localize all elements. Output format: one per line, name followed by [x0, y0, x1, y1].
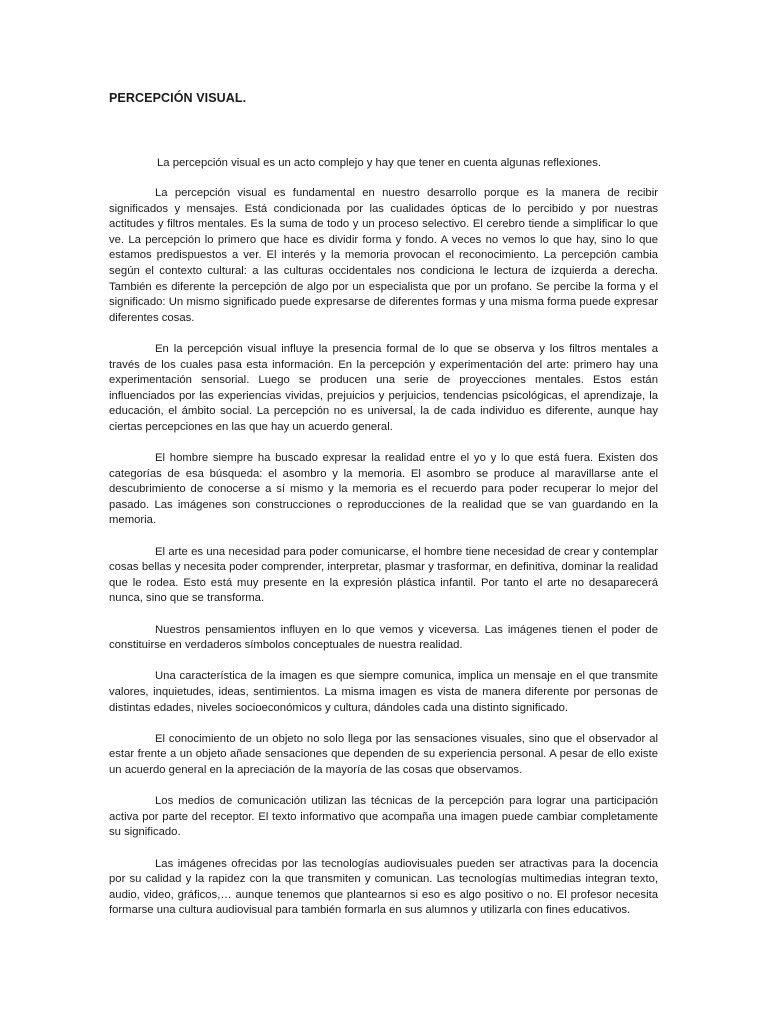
paragraph-9: Las imágenes ofrecidas por las tecnologías audiovisuales pueden ser atractivas para la docencia por su calidad y la rapidez con la que transmiten y comunican. Las tecnologías multimedias integran texto, audio, video, gráficos,… aunque tenemos que plantearnos si eso es algo positivo o no. El profesor necesita formarse una cultura audiovisual para también formarla en sus alumnos y utilizarla con fines educativos. [109, 857, 658, 917]
paragraph-5: Nuestros pensamientos influyen en lo que vemos y viceversa. Las imágenes tienen el poder de constituirse en verdaderos símbolos conceptuales de nuestra realidad. [109, 623, 658, 652]
paragraph-4: El arte es una necesidad para poder comunicarse, el hombre tiene necesidad de crear y contemplar cosas bellas y necesita poder comprender, interpretar, plasmar y trasformar, en definitiva, dominar la realidad que le rodea. Esto está muy presente en la expresión plástica infantil. Por tanto el arte no desaparecerá nunca, sino que se transforma. [109, 545, 658, 605]
paragraph-3: El hombre siempre ha buscado expresar la realidad entre el yo y lo que está fuera. Existen dos categorías de esa búsqueda: el asombro y la memoria. El asombro se produce al maravillarse ante el descubrimiento de conocerse a sí mismo y la memoria es el recuerdo para poder recuperar lo mejor del pasado. Las imágenes son construcciones o reproducciones de la realidad que se van guardando en la memoria. [109, 452, 658, 527]
paragraph-2: En la percepción visual influye la presencia formal de lo que se observa y los filtros mentales a través de los cuales pasa esta información. En la percepción y experimentación del arte: primero hay una experimentación sensorial. Luego se producen una serie de proyecciones mentales. Estos están influenciados por las experiencias vividas, prejuicios y perjuicios, tendencias psicológicas, el aprendizaje, la educación, el ámbito social. La percepción no es universal, la de cada individuo es diferente, aunque hay ciertas percepciones en las que hay un acuerdo general. [109, 342, 658, 433]
document-title: PERCEPCIÓN VISUAL. [109, 91, 247, 105]
paragraph-8: Los medios de comunicación utilizan las técnicas de la percepción para lograr una participación activa por parte del receptor. El texto informativo que acompaña una imagen puede cambiar completamente su significado. [109, 795, 658, 839]
paragraph-6: Una característica de la imagen es que siempre comunica, implica un mensaje en el que transmite valores, inquietudes, ideas, sentimientos. La misma imagen es vista de manera diferente por personas de distintas edades, niveles socioeconómicos y cultura, dándoles cada una distinto significado. [109, 670, 658, 714]
paragraph-7: El conocimiento de un objeto no solo llega por las sensaciones visuales, sino que el observador al estar frente a un objeto añade sensaciones que dependen de su experiencia personal. A pesar de ello existe un acuerdo general en la apreciación de la mayoría de las cosas que observamos. [109, 732, 658, 776]
intro-paragraph: La percepción visual es un acto complejo y hay que tener en cuenta algunas reflexiones. [157, 157, 601, 169]
document-body [109, 186, 658, 935]
paragraph-1: La percepción visual es fundamental en nuestro desarrollo porque es la manera de recibir significados y mensajes. Está condicionada por las cualidades ópticas de lo percibido y por nuestras actitudes y filtros mentales. Es la suma de todo y un proceso selectivo. El cerebro tiende a simplificar lo que ve. La percepción lo primero que hace es dividir forma y fondo. A veces no vemos lo que hay, sino lo que estamos predispuestos a ver. El interés y la memoria provocan el reconocimiento. La percepción cambia según el contexto cultural: a las culturas occidentales nos condiciona le lectura de izquierda a derecha. También es diferente la percepción de algo por un especialista que por un profano. Se percibe la forma y el significado: Un mismo significado puede expresarse de diferentes formas y una misma forma puede expresar diferentes cosas. [109, 187, 658, 324]
